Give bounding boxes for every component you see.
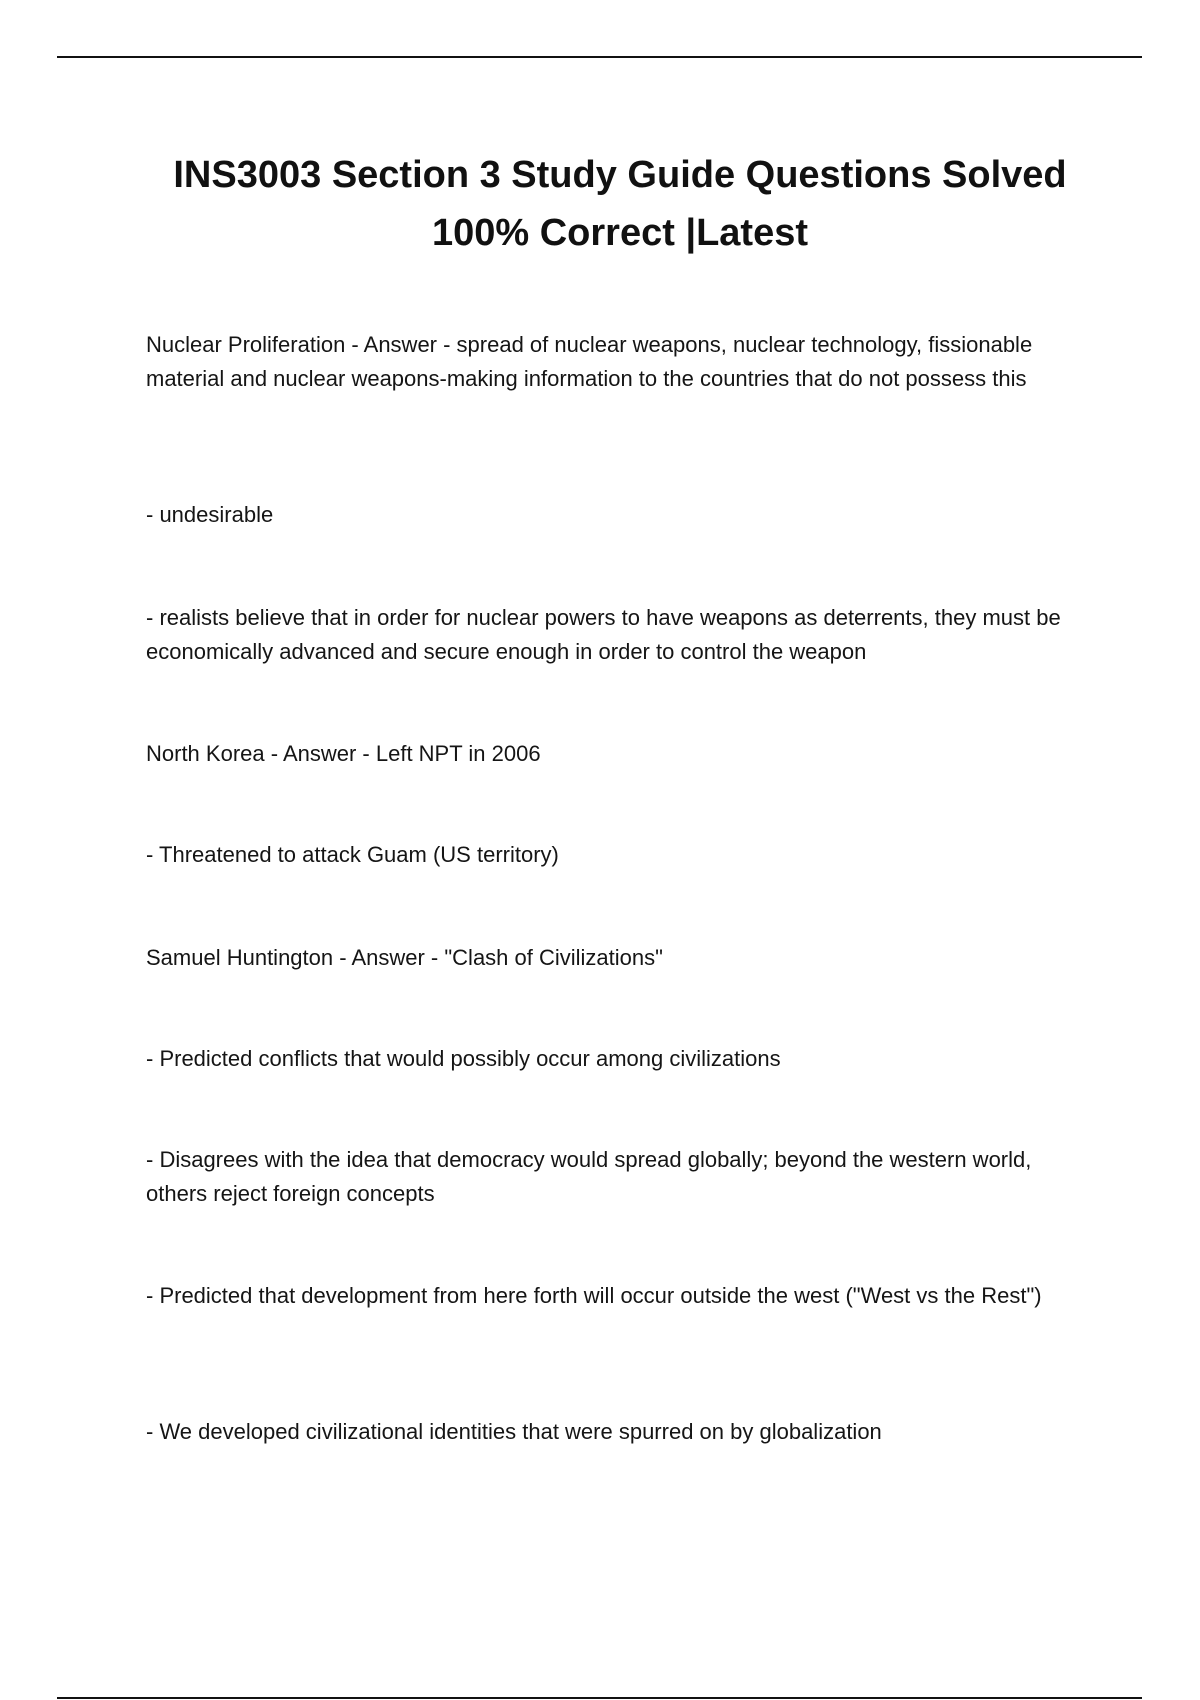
footer-rule	[57, 1697, 1142, 1699]
paragraph-predicted-conflicts: - Predicted conflicts that would possibly occur among civilizations	[146, 1046, 781, 1071]
paragraph-undesirable: - undesirable	[146, 502, 274, 527]
paragraph-samuel-huntington: Samuel Huntington - Answer - "Clash of Civilizations"	[146, 945, 663, 970]
paragraph-guam: - Threatened to attack Guam (US territory)	[146, 842, 559, 867]
paragraph-civilizational-identities: - We developed civilizational identities that were spurred on by globalization	[146, 1419, 882, 1444]
paragraph-disagrees-democracy: - Disagrees with the idea that democracy would spread globally; beyond the western world, others reject foreign concepts	[146, 1147, 1032, 1206]
paragraph-west-vs-rest: - Predicted that development from here forth will occur outside the west ("West vs the Rest")	[146, 1283, 1042, 1308]
paragraph-nuclear-proliferation: Nuclear Proliferation - Answer - spread of nuclear weapons, nuclear technology, fissionable material and nuclear weapons-making information to the countries that do not possess this	[146, 332, 1033, 391]
paragraph-north-korea: North Korea - Answer - Left NPT in 2006	[146, 741, 541, 766]
header-rule	[57, 56, 1142, 58]
document-title: INS3003 Section 3 Study Guide Questions Solved 100% Correct |Latest	[173, 154, 1067, 254]
paragraph-realists: - realists believe that in order for nuclear powers to have weapons as deterrents, they must be economically advanced and secure enough in order to control the weapon	[146, 605, 1061, 664]
